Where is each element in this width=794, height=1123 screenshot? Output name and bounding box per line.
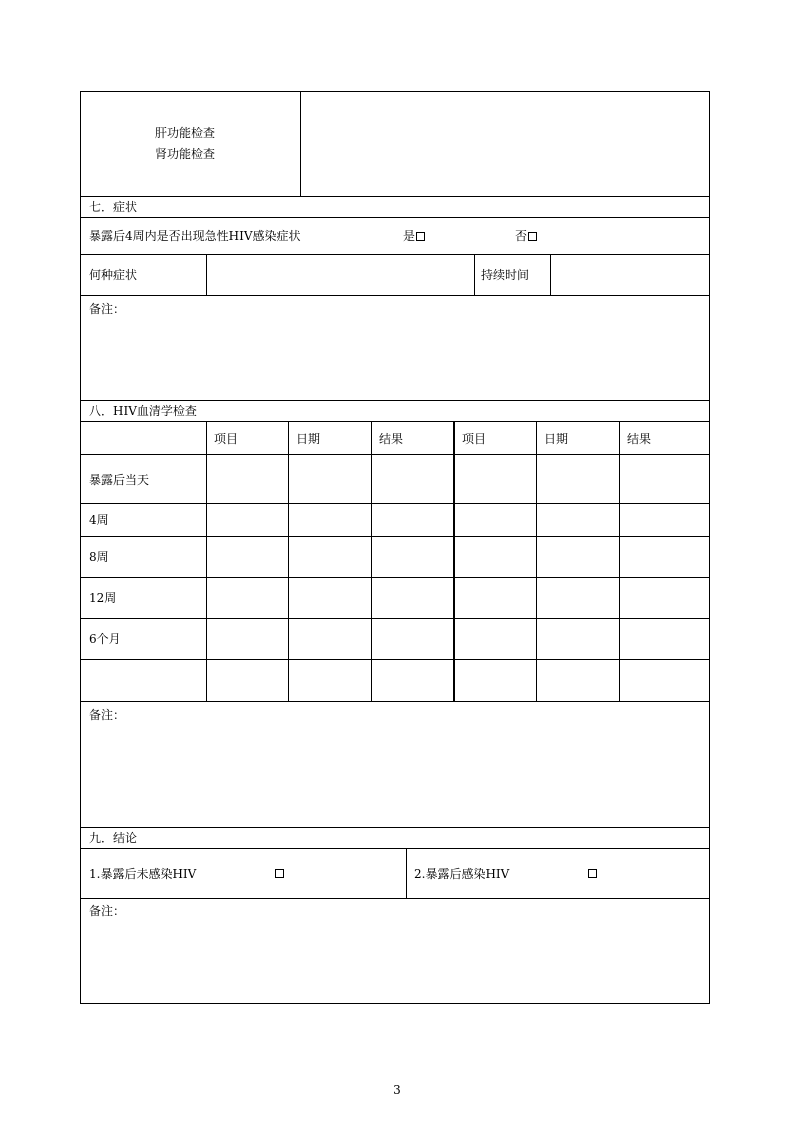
col-header-item: 项目 bbox=[462, 432, 487, 446]
symptom-question: 暴露后4周内是否出现急性HIV感染症状 bbox=[89, 229, 301, 243]
row-divider bbox=[81, 503, 709, 504]
yes-option bbox=[403, 229, 425, 243]
col-divider bbox=[371, 421, 372, 701]
not-infected-checkbox[interactable] bbox=[275, 869, 284, 878]
row-divider bbox=[81, 618, 709, 619]
col-divider bbox=[474, 254, 475, 295]
row-divider bbox=[81, 196, 709, 197]
row-divider bbox=[81, 536, 709, 537]
section9-title: 九．结论 bbox=[89, 831, 138, 845]
col-divider bbox=[206, 254, 207, 295]
col-header-date: 日期 bbox=[296, 432, 321, 446]
infected-option-label: 2.暴露后感染HIV bbox=[414, 867, 510, 881]
yes-label: 是 bbox=[403, 229, 416, 243]
row-divider bbox=[81, 827, 709, 828]
row-label-6-months: 6个月 bbox=[89, 632, 121, 646]
col-header-result: 结果 bbox=[379, 432, 404, 446]
row-divider bbox=[81, 217, 709, 218]
page-number: 3 bbox=[393, 1083, 401, 1097]
form-table bbox=[80, 91, 710, 1004]
row-label-12-weeks: 12周 bbox=[89, 591, 117, 605]
row-label-exposure-day: 暴露后当天 bbox=[89, 473, 150, 487]
col-divider bbox=[550, 254, 551, 295]
col-divider bbox=[453, 421, 455, 701]
row-label-4-weeks: 4周 bbox=[89, 513, 109, 527]
col-header-result: 结果 bbox=[627, 432, 652, 446]
row-divider bbox=[81, 848, 709, 849]
section7-remarks-label: 备注： bbox=[89, 302, 126, 316]
which-symptoms-label: 何种症状 bbox=[89, 268, 138, 282]
no-checkbox[interactable] bbox=[528, 232, 537, 241]
row-divider bbox=[81, 659, 709, 660]
row-divider bbox=[81, 295, 709, 296]
col-header-item: 项目 bbox=[214, 432, 239, 446]
row-divider bbox=[81, 421, 709, 422]
col-divider bbox=[206, 421, 207, 701]
section8-title: 八．HIV血清学检查 bbox=[89, 404, 197, 418]
row-divider bbox=[81, 898, 709, 899]
row-divider bbox=[81, 577, 709, 578]
liver-function-label: 肝功能检查 bbox=[155, 126, 216, 140]
row-divider bbox=[81, 254, 709, 255]
no-label: 否 bbox=[515, 229, 528, 243]
row-divider bbox=[81, 701, 709, 702]
kidney-function-label: 肾功能检查 bbox=[155, 147, 216, 161]
row-label-8-weeks: 8周 bbox=[89, 550, 109, 564]
row-divider bbox=[81, 454, 709, 455]
infected-checkbox[interactable] bbox=[588, 869, 597, 878]
col-divider bbox=[406, 848, 407, 898]
no-option bbox=[515, 229, 537, 243]
col-header-date: 日期 bbox=[544, 432, 569, 446]
col-divider bbox=[300, 92, 301, 196]
not-infected-option-label: 1.暴露后未感染HIV bbox=[89, 867, 197, 881]
col-divider bbox=[288, 421, 289, 701]
col-divider bbox=[536, 421, 537, 701]
section8-remarks-label: 备注： bbox=[89, 708, 126, 722]
duration-label: 持续时间 bbox=[481, 268, 530, 282]
col-divider bbox=[619, 421, 620, 701]
section9-remarks-label: 备注： bbox=[89, 904, 126, 918]
section7-title: 七．症状 bbox=[89, 200, 138, 214]
row-divider bbox=[81, 400, 709, 401]
yes-checkbox[interactable] bbox=[416, 232, 425, 241]
